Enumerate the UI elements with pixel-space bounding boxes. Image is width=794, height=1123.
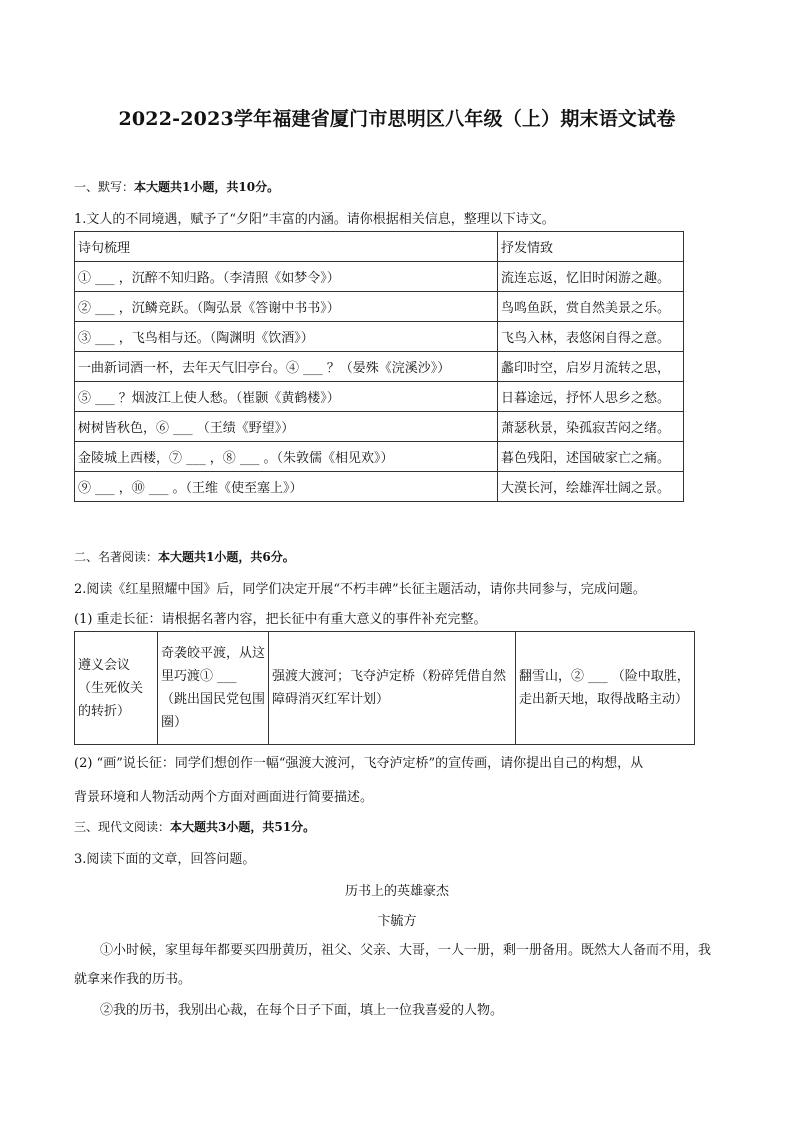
q2-sub1: (1) 重走长征：请根据名著内容，把长征中有重大意义的事件补充完整。 (74, 612, 487, 627)
poem-cell: 金陵城上西楼，⑦ ___ ，⑧ ___ 。（朱敦儒《相见欢》） (75, 442, 498, 472)
table-row (75, 352, 684, 382)
q2-sub2-line2: 背景环境和人物活动两个方面对画面进行简要描述。 (74, 790, 374, 805)
poem-cell: ⑤ ___ ？烟波江上使人愁。（崔颢《黄鹤楼》） (75, 382, 498, 412)
q1-prompt: 1.文人的不同境遇，赋予了“夕阳”丰富的内涵。请你根据相关信息，整理以下诗文。 (74, 212, 555, 227)
table-row (75, 262, 684, 292)
section-1-label: 一、默写： (74, 180, 135, 194)
section-2-heading (74, 548, 295, 565)
poem-cell: 一曲新词酒一杯，去年天气旧亭台。④ ___ ？（晏殊《浣溪沙》） (75, 352, 498, 382)
section-3-desc: 本大题共3小题，共51分。 (170, 820, 316, 834)
section-2-label: 二、名著阅读： (74, 550, 159, 564)
emotion-cell: 萧瑟秋景，染孤寂苦闷之绪。 (498, 412, 684, 442)
table-row (75, 632, 695, 745)
section-3-heading (74, 818, 315, 835)
poem-table (74, 231, 684, 502)
header-cell: 诗句梳理 (75, 232, 498, 262)
event-cell: 强渡大渡河；飞夺泸定桥（粉碎凭借自然障碍消灭红军计划） (269, 632, 516, 745)
poem-cell: ① ___ ，沉醉不知归路。（李清照《如梦令》） (75, 262, 498, 292)
emotion-cell: 蠡印时空，启岁月流转之思， (498, 352, 684, 382)
table-row (75, 442, 684, 472)
emotion-cell: 飞鸟入林，表悠闲自得之意。 (498, 322, 684, 352)
q3-prompt: 3.阅读下面的文章，回答问题。 (74, 852, 256, 867)
emotion-cell: 鸟鸣鱼跃，赏自然美景之乐。 (498, 292, 684, 322)
table-row (75, 472, 684, 502)
poem-cell: ③ ___ ，飞鸟相与还。（陶渊明《饮酒》） (75, 322, 498, 352)
article-paragraph-2: ②我的历书，我别出心裁，在每个日子下面，填上一位我喜爱的人物。 (100, 1003, 504, 1018)
q2-prompt: 2.阅读《红星照耀中国》后，同学们决定开展“不朽丰碑”长征主题活动，请你共同参与，完成问题。 (74, 582, 646, 597)
article-author: 卞毓方 (377, 914, 417, 929)
section-2-desc: 本大题共1小题，共6分。 (158, 550, 295, 564)
event-cell: 奇袭皎平渡，从这里巧渡① ___ （跳出国民党包围圈） (158, 632, 269, 745)
header-cell: 抒发情致 (498, 232, 684, 262)
emotion-cell: 日暮途远，抒怀人思乡之愁。 (498, 382, 684, 412)
emotion-cell: 流连忘返，忆旧时闲游之趣。 (498, 262, 684, 292)
article-paragraph-1: ①小时候，家里每年都要买四册黄历，祖父、父亲、大哥，一人一册，剩一册备用。既然大人备而不用，我就拿来作我的历书。 (74, 943, 712, 987)
poem-cell: ⑨ ___ ，⑩ ___ 。（王维《使至塞上》） (75, 472, 498, 502)
table-row (75, 292, 684, 322)
table-row (75, 322, 684, 352)
section-1-heading (74, 178, 279, 195)
table-row (75, 412, 684, 442)
table-header-row (75, 232, 684, 262)
section-1-desc: 本大题共1小题，共10分。 (134, 180, 280, 194)
table-row (75, 382, 684, 412)
event-cell: 遵义会议（生死攸关的转折） (75, 632, 158, 745)
page-title: 2022-2023学年福建省厦门市思明区八年级（上）期末语文试卷 (118, 108, 676, 130)
article-title: 历书上的英雄豪杰 (344, 884, 449, 899)
emotion-cell: 暮色残阳，述国破家亡之痛。 (498, 442, 684, 472)
q2-sub2-line1: (2) “画”说长征：同学们想创作一幅“强渡大渡河，飞夺泸定桥”的宣传画，请你提出自己的构想，从 (74, 756, 644, 771)
section-3-label: 三、现代文阅读： (74, 820, 171, 834)
emotion-cell: 大漠长河，绘雄浑壮阔之景。 (498, 472, 684, 502)
long-march-table (74, 631, 695, 745)
poem-cell: ② ___ ，沉鳞竞跃。（陶弘景《答谢中书书》） (75, 292, 498, 322)
event-cell: 翻雪山，② ___ （险中取胜，走出新天地，取得战略主动） (516, 632, 695, 745)
poem-cell: 树树皆秋色，⑥ ___ （王绩《野望》） (75, 412, 498, 442)
